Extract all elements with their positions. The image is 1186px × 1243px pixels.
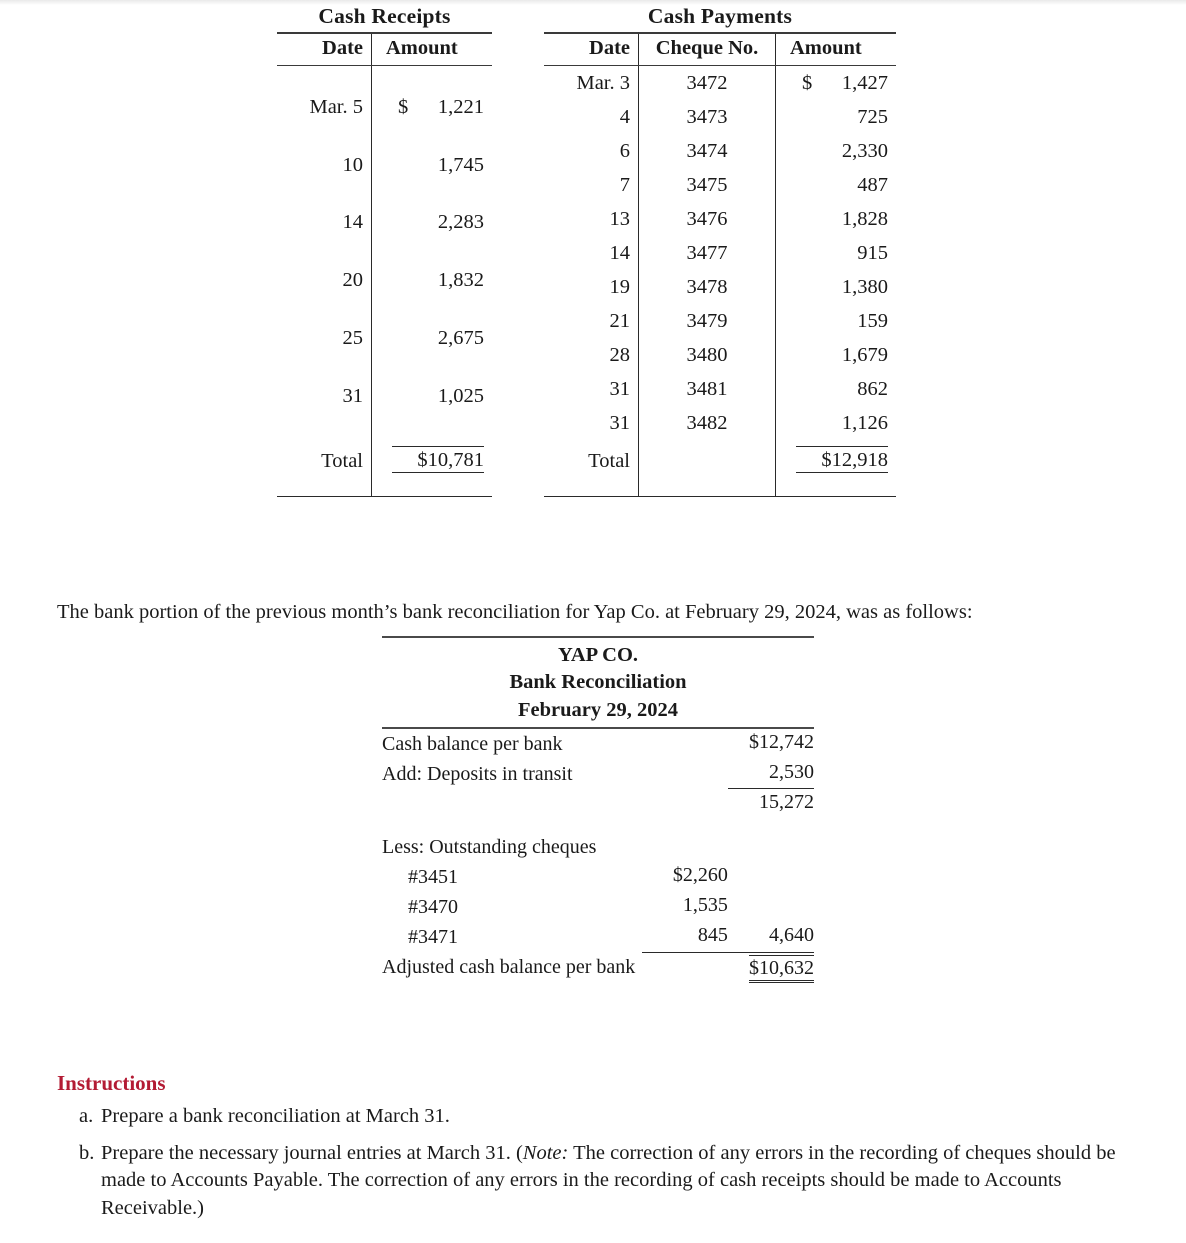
receipts-total-value: $10,781 [392,446,484,473]
recon-row-cheque-3451 [382,862,814,892]
column-header-date: Date [544,33,639,66]
payment-amount-value: 725 [857,105,888,128]
column-header-cheque-no: Cheque No. [639,33,776,66]
receipt-amount [372,298,493,356]
table-row [277,355,492,413]
receipt-amount-value: 2,283 [437,211,484,234]
receipt-date: 14 [342,211,363,234]
payments-total-value: $12,918 [796,446,888,473]
table-gap [492,4,544,497]
payments-total-cell [776,440,897,478]
cash-receipts-table [277,4,492,497]
receipts-total-label: Total [321,449,363,472]
deposits-label: Add: Deposits in transit [382,762,573,785]
recon-row-subtotal [382,789,814,817]
adjusted-balance-label: Adjusted cash balance per bank [382,956,636,979]
receipts-total-cell [372,413,493,478]
adjusted-spacer [642,952,728,985]
adjusted-balance-value: $10,632 [749,955,814,983]
ledger-tables-region [0,4,1186,497]
payment-date: 13 [609,207,630,230]
receipt-amount-value: 2,675 [437,326,484,349]
bottom-edge-amount [372,478,493,497]
receipt-amount-value: 1,745 [437,153,484,176]
spacer-cell-2 [642,816,728,832]
statement-date: February 29, 2024 [518,698,678,721]
table-row [544,134,896,168]
payment-date: 21 [609,309,630,332]
payment-date: 7 [619,173,630,196]
payment-cheque-no: 3476 [639,202,776,236]
payment-amount [776,270,897,304]
payment-amount [776,372,897,406]
payment-cheque-no: 3479 [639,304,776,338]
payment-date: Mar. 3 [576,71,630,94]
bottom-edge-date [277,478,372,497]
receipt-amount-value: 1,221 [437,95,484,118]
payment-amount-value: 1,126 [841,411,888,434]
cash-payments-title: Cash Payments [647,4,793,28]
payments-total-spacer [639,440,776,478]
table-header-row [544,33,896,66]
receipt-date: 10 [342,153,363,176]
recon-spacer [382,816,814,832]
less-outstanding-label: Less: Outstanding cheques [382,836,597,859]
recon-row-cash-balance [382,729,814,759]
cash-payments-table [544,4,896,497]
table-row [544,202,896,236]
recon-row-cheque-3470 [382,892,814,922]
payment-amount-value: 1,380 [841,275,888,298]
payment-amount [776,236,897,270]
cheque-2-value: 1,535 [682,894,728,917]
cheque-3-label: #3471 [408,926,458,949]
item-text-b-before: Prepare the necessary journal entries at March 31. ( [101,1141,523,1164]
reconciliation-body [382,729,814,985]
cash-balance-label: Cash balance per bank [382,732,563,755]
bottom-edge-date [544,478,639,497]
instructions-section [57,1071,1132,1232]
receipt-amount [372,66,493,125]
cheque-3-value: 845 [642,922,728,952]
cheque-2-spacer [728,892,814,922]
list-item [57,1103,1132,1131]
payment-amount [776,134,897,168]
adjusted-balance-cell [728,952,814,985]
payment-amount-value: 487 [857,173,888,196]
payment-date: 28 [609,343,630,366]
cheque-1-spacer [728,862,814,892]
statement-type: Bank Reconciliation [509,671,687,694]
deposits-spacer [642,759,728,789]
receipt-date: Mar. 5 [309,95,363,118]
payment-amount [776,168,897,202]
item-marker-b: b. [79,1141,95,1164]
recon-row-deposits [382,759,814,789]
currency-symbol: $ [398,95,409,118]
table-row [277,124,492,182]
payment-cheque-no: 3481 [639,372,776,406]
table-bottom-edge [544,478,896,497]
instructions-heading: Instructions [57,1071,166,1095]
table-row [277,240,492,298]
table-row [544,372,896,406]
receipt-date: 25 [342,326,363,349]
bottom-edge-amount [776,478,897,497]
receipt-amount [372,240,493,298]
receipt-date: 31 [342,384,363,407]
receipt-date: 20 [342,269,363,292]
recon-row-less-outstanding [382,832,814,862]
payment-cheque-no: 3474 [639,134,776,168]
payment-amount-value: 1,427 [841,71,888,94]
instructions-list [57,1103,1132,1223]
payment-amount [776,66,897,101]
table-header-row [277,33,492,66]
table-row [544,168,896,202]
cheque-1-label: #3451 [408,866,458,889]
payment-date: 31 [609,377,630,400]
cash-receipts-title: Cash Receipts [318,4,451,28]
payment-cheque-no: 3482 [639,406,776,440]
receipt-amount [372,355,493,413]
payment-amount [776,304,897,338]
item-note-label: Note: [522,1141,569,1164]
table-row [277,182,492,240]
table-total-row [277,413,492,478]
payment-cheque-no: 3477 [639,236,776,270]
recon-row-cheque-3471 [382,922,814,952]
payment-date: 14 [609,241,630,264]
receipt-amount-value: 1,025 [437,384,484,407]
table-row [277,298,492,356]
cheques-total-value: 4,640 [728,922,814,952]
column-header-amount: Amount [372,33,493,66]
intro-paragraph: The bank portion of the previous month’s bank reconciliation for Yap Co. at February 29, 2024, was as follows: [57,600,973,623]
table-row [544,270,896,304]
payment-cheque-no: 3473 [639,100,776,134]
payment-date: 4 [619,105,630,128]
payment-date: 31 [609,411,630,434]
payment-cheque-no: 3478 [639,270,776,304]
less-spacer-1 [642,832,728,862]
item-text-b-after: The correction of any errors in the recording of cheques should be made to Accounts Payable. The correction of any errors in the recording of cash receipts should be made to Accounts Receivable.) [101,1141,1116,1220]
table-row [544,236,896,270]
receipt-amount [372,124,493,182]
subtotal-label [382,789,642,817]
spacer-cell-3 [728,816,814,832]
payment-amount-value: 2,330 [841,139,888,162]
payment-date: 6 [619,139,630,162]
cash-balance-value: $12,742 [749,730,814,753]
statement-company-name: YAP CO. [557,644,639,666]
recon-row-adjusted-balance [382,952,814,985]
table-row [544,66,896,101]
table-row [544,406,896,440]
bank-reconciliation-statement [382,636,814,985]
payment-amount-value: 159 [857,309,888,332]
spacer-cell-1 [382,816,642,832]
payment-amount [776,338,897,372]
column-header-amount: Amount [776,33,897,66]
item-marker-a: a. [79,1105,94,1127]
table-total-row [544,440,896,478]
cash-balance-spacer [642,729,728,759]
payment-amount-value: 915 [857,241,888,264]
payment-amount [776,406,897,440]
payments-total-label: Total [588,449,630,472]
column-header-date: Date [277,33,372,66]
less-spacer-2 [728,832,814,862]
statement-heading-block [382,638,814,729]
payment-amount [776,202,897,236]
item-text-a: Prepare a bank reconciliation at March 31. [101,1105,450,1127]
table-row [544,100,896,134]
receipt-amount [372,182,493,240]
list-item [57,1140,1132,1223]
payment-amount-value: 862 [857,377,888,400]
payment-amount-value: 1,828 [841,207,888,230]
cheque-2-label: #3470 [408,896,458,919]
table-bottom-edge [277,478,492,497]
item-text-b [101,1140,1132,1223]
table-row [544,338,896,372]
payment-amount-value: 1,679 [841,343,888,366]
payment-amount [776,100,897,134]
subtotal-spacer [642,789,728,817]
deposits-value: 2,530 [728,759,814,789]
payment-cheque-no: 3480 [639,338,776,372]
payment-date: 19 [609,275,630,298]
table-row [544,304,896,338]
cheque-1-value: $2,260 [672,864,728,887]
subtotal-value: 15,272 [759,791,814,814]
bottom-edge-cheque [639,478,776,497]
currency-symbol: $ [802,71,813,94]
payment-cheque-no: 3475 [639,168,776,202]
payment-cheque-no: 3472 [639,66,776,101]
table-row [277,66,492,125]
receipt-amount-value: 1,832 [437,269,484,292]
